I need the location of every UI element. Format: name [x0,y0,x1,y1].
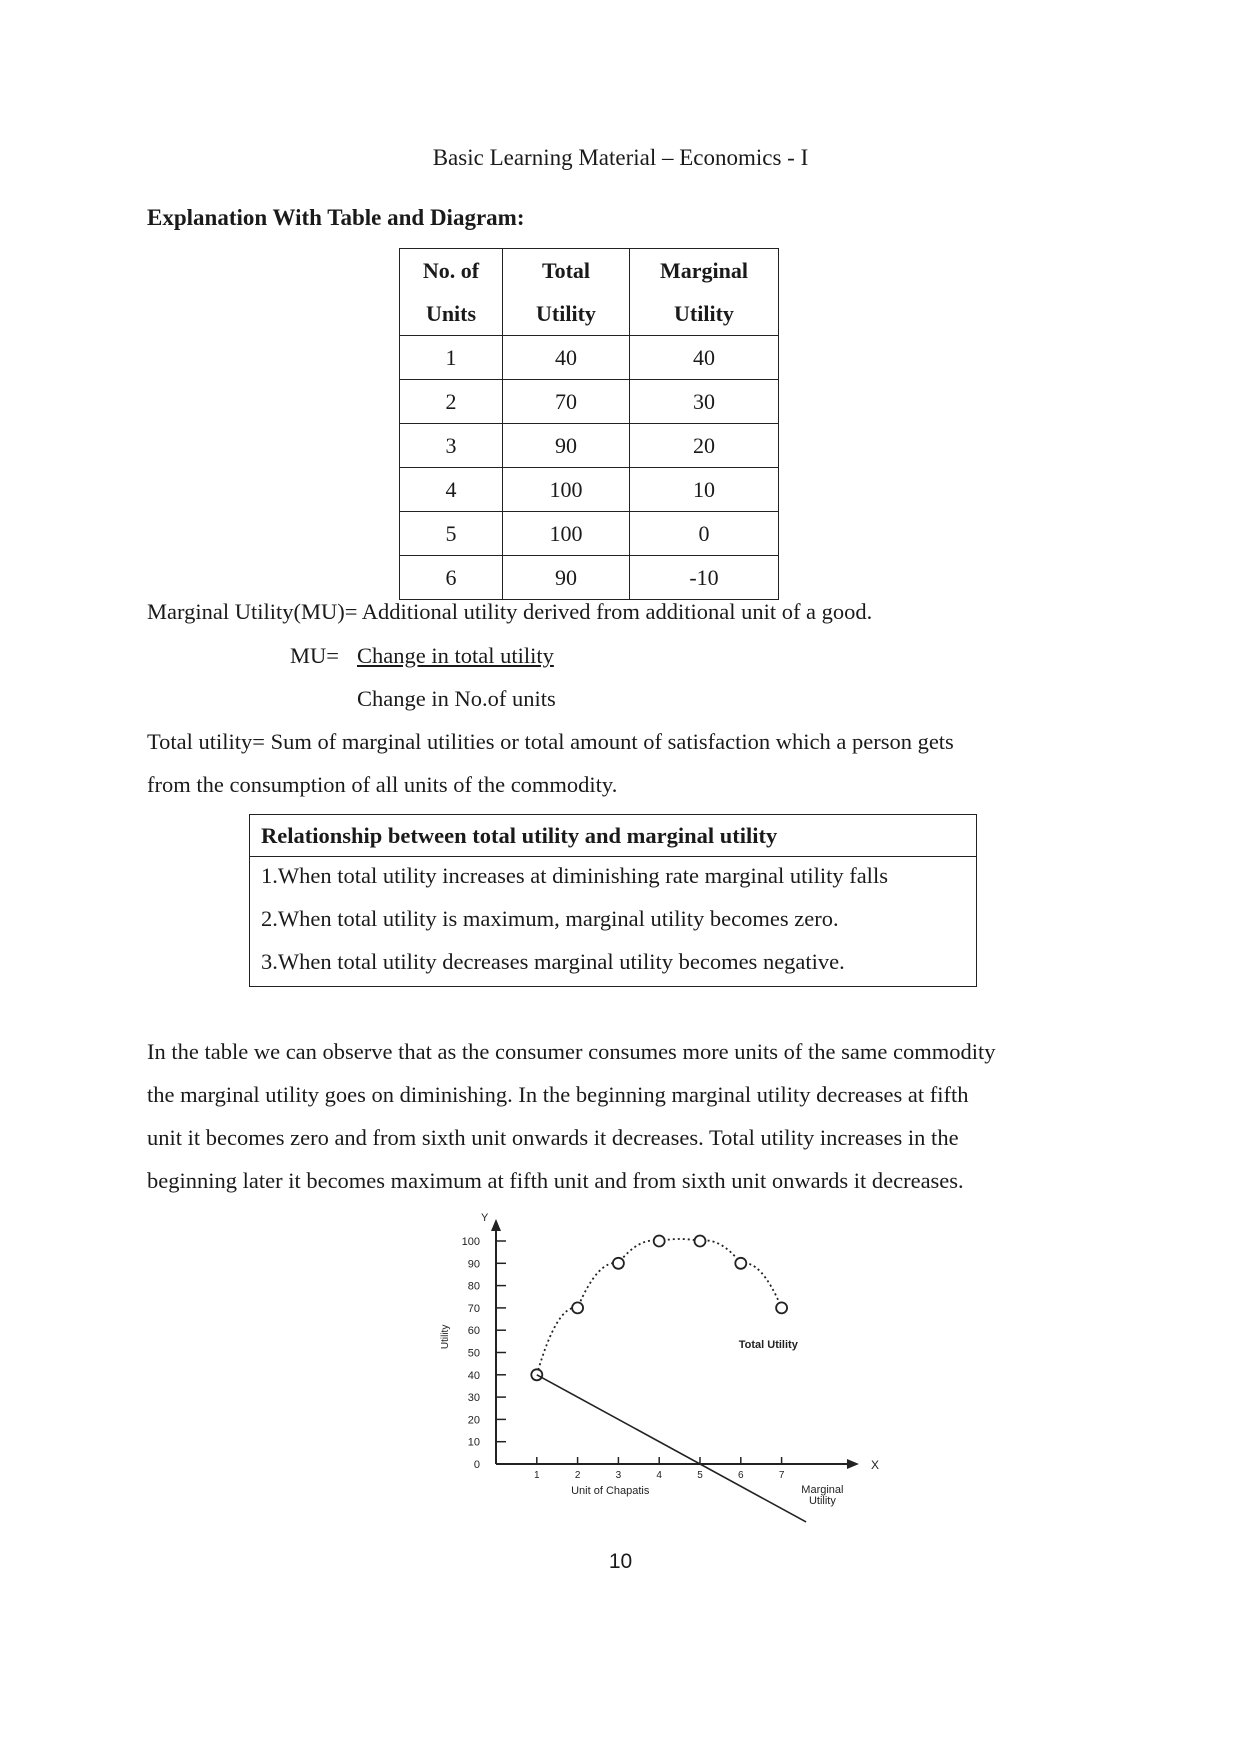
mu-formula-numerator: Change in total utility [357,643,554,668]
total-utility-point [613,1258,624,1269]
table-cell: 0 [630,512,779,556]
page-header: Basic Learning Material – Economics - I [432,145,809,170]
y-tick-label: 80 [467,1280,480,1293]
y-tick-label: 60 [467,1325,480,1338]
x-axis-letter: X [870,1458,879,1472]
header-line: No. of [422,258,480,283]
table-row [400,380,779,424]
table-row [400,336,779,380]
x-tick-label: 5 [697,1470,703,1481]
y-tick-label: 50 [467,1347,480,1360]
y-axis-letter: Y [481,1212,489,1224]
header-line: Utility [674,301,734,326]
tu-definition-line: from the consumption of all units of the commodity. [147,772,618,797]
paragraph-line: In the table we can observe that as the consumer consumes more units of the same commodity [147,1039,996,1064]
table-cell: -10 [630,556,779,600]
table-header-marginal-utility [630,249,779,336]
table-cell: 70 [503,380,630,424]
tu-definition-line: Total utility= Sum of marginal utilities or total amount of satisfaction which a person gets [147,729,954,754]
utility-table [399,248,779,600]
header-line: Marginal [660,258,748,283]
y-tick-label: 0 [473,1459,480,1471]
y-tick-label: 10 [467,1436,480,1449]
total-utility-point [776,1302,787,1313]
table-cell: 30 [630,380,779,424]
header-line: Units [425,301,477,326]
mu-definition: Marginal Utility(MU)= Additional utility derived from additional unit of a good. [147,599,873,624]
relationship-item: 2.When total utility is maximum, marginal utility becomes zero. [261,906,839,931]
y-axis-label: Utility [440,1324,451,1350]
relationship-title: Relationship between total utility and marginal utility [250,815,976,857]
total-utility-point [654,1236,665,1247]
table-cell: 40 [630,336,779,380]
total-utility-label: Total Utility [738,1339,798,1352]
header-line: Total [541,258,591,283]
page-number: 10 [608,1550,633,1573]
mu-formula-label: MU= [290,643,339,668]
utility-chart [430,1195,940,1540]
table-cell: 2 [400,380,503,424]
y-tick-label: 90 [467,1258,480,1271]
relationship-item: 3.When total utility decreases marginal utility becomes negative. [261,949,845,974]
table-cell: 100 [503,512,630,556]
table-cell: 4 [400,468,503,512]
table-row [400,512,779,556]
marginal-utility-label: Marginal [801,1483,844,1496]
y-tick-label: 30 [467,1392,480,1405]
y-tick-label: 40 [467,1369,480,1382]
total-utility-point [695,1236,706,1247]
x-axis-arrow [847,1459,859,1469]
table-header-units [400,249,503,336]
paragraph-line: unit it becomes zero and from sixth unit onwards it decreases. Total utility increases in the [147,1125,959,1150]
x-tick-label: 3 [615,1470,622,1481]
relationship-item: 1.When total utility increases at diminishing rate marginal utility falls [261,863,888,888]
table-cell: 90 [503,556,630,600]
total-utility-point [735,1258,746,1269]
x-axis-label: Unit of Chapatis [571,1485,650,1497]
y-tick-label: 70 [467,1302,480,1315]
table-cell: 6 [400,556,503,600]
x-tick-label: 1 [534,1470,540,1481]
paragraph-line: beginning later it becomes maximum at fifth unit and from sixth unit onwards it decreases. [147,1168,964,1193]
mu-formula-denominator: Change in No.of units [357,686,556,711]
table-row [400,468,779,512]
explanation-paragraph [147,1030,1089,1202]
table-cell: 20 [630,424,779,468]
x-tick-label: 2 [574,1470,581,1481]
table-cell: 90 [503,424,630,468]
table-row [400,556,779,600]
table-cell: 100 [503,468,630,512]
table-cell: 1 [400,336,503,380]
paragraph-line: the marginal utility goes on diminishing. In the beginning marginal utility decreases at fifth [147,1082,969,1107]
marginal-utility-label: Utility [808,1495,836,1508]
x-tick-label: 6 [738,1470,744,1481]
y-tick-label: 100 [461,1236,480,1248]
relationship-box [249,814,977,987]
header-line: Utility [536,301,596,326]
table-cell: 3 [400,424,503,468]
y-tick-label: 20 [467,1414,480,1427]
total-utility-point [572,1302,583,1313]
x-tick-label: 4 [656,1470,662,1481]
table-header-row [400,249,779,336]
table-cell: 40 [503,336,630,380]
table-cell: 5 [400,512,503,556]
y-axis-arrow [491,1219,501,1231]
marginal-utility-line [537,1375,806,1522]
table-header-total-utility [503,249,630,336]
x-tick-label: 7 [778,1470,785,1481]
table-cell: 10 [630,468,779,512]
section-title: Explanation With Table and Diagram: [147,205,525,230]
table-row [400,424,779,468]
